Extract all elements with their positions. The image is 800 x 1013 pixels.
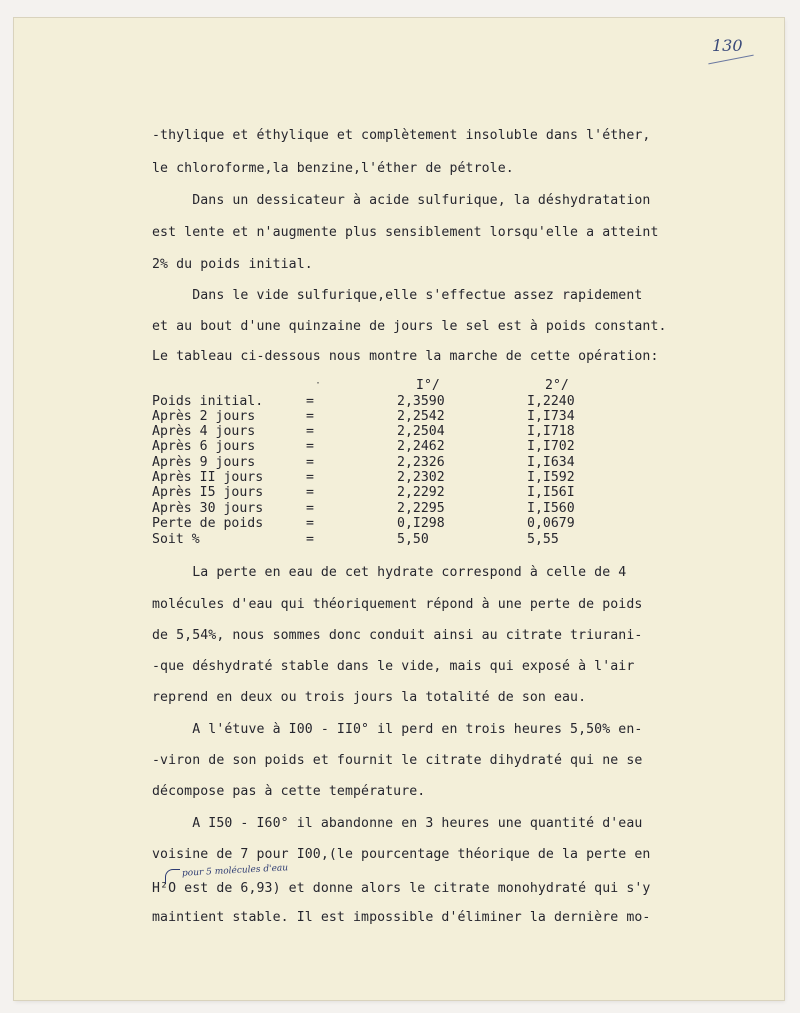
row-sign: = — [306, 516, 314, 531]
row-value-2: I,I592 — [527, 470, 575, 485]
row-label: Poids initial. — [152, 394, 264, 409]
row-value-1: 2,2504 — [397, 424, 445, 439]
row-label: Après 6 jours — [152, 439, 256, 454]
row-label: Après 4 jours — [152, 424, 256, 439]
stray-mark: · — [315, 378, 322, 389]
row-value-2: 0,0679 — [527, 516, 575, 531]
row-sign: = — [306, 409, 314, 424]
text-line: -thylique et éthylique et complètement insoluble dans l'éther, — [152, 128, 651, 143]
text-line: molécules d'eau qui théoriquement répond à une perte de poids — [152, 597, 643, 612]
row-label: Après II jours — [152, 470, 264, 485]
text-line: La perte en eau de cet hydrate correspond à celle de 4 — [152, 565, 627, 580]
text-line: -viron de son poids et fournit le citrate dihydraté qui ne se — [152, 753, 643, 768]
text-line: -que déshydraté stable dans le vide, mais qui exposé à l'air — [152, 659, 635, 674]
text-line: décompose pas à cette température. — [152, 784, 426, 799]
handwritten-annotation: pour 5 molécules d'eau — [181, 863, 289, 879]
table-row — [152, 501, 612, 517]
text-line: maintient stable. Il est impossible d'éliminer la dernière mo- — [152, 910, 651, 925]
row-label: Après 9 jours — [152, 455, 256, 470]
text-line: Dans le vide sulfurique,elle s'effectue assez rapidement — [152, 288, 643, 303]
row-value-1: 2,2542 — [397, 409, 445, 424]
table-row — [152, 409, 612, 425]
row-label: Après I5 jours — [152, 485, 264, 500]
row-value-2: I,I56I — [527, 485, 575, 500]
row-sign: = — [306, 439, 314, 454]
table-row — [152, 394, 612, 410]
table-col1-header: I°/ — [416, 378, 440, 393]
row-value-2: I,I560 — [527, 501, 575, 516]
row-sign: = — [306, 470, 314, 485]
text-line: voisine de 7 pour I00,(le pourcentage théorique de la perte en — [152, 847, 651, 862]
text-line: reprend en deux ou trois jours la totalité de son eau. — [152, 690, 587, 705]
row-label: Après 2 jours — [152, 409, 256, 424]
text-line: et au bout d'une quinzaine de jours le sel est à poids constant. — [152, 319, 667, 334]
text-line: est lente et n'augmente plus sensiblement lorsqu'elle a atteint — [152, 225, 659, 240]
row-value-1: 2,2292 — [397, 485, 445, 500]
text-line: A l'étuve à I00 - II0° il perd en trois heures 5,50% en- — [152, 722, 643, 737]
text-line: 2% du poids initial. — [152, 257, 313, 272]
table-row — [152, 455, 612, 471]
row-label: Perte de poids — [152, 516, 264, 531]
row-value-2: I,I734 — [527, 409, 575, 424]
row-label: Soit % — [152, 532, 200, 547]
row-value-2: I,2240 — [527, 394, 575, 409]
row-value-1: 2,2462 — [397, 439, 445, 454]
row-label: Après 30 jours — [152, 501, 264, 516]
row-value-2: 5,55 — [527, 532, 559, 547]
row-value-1: 2,2326 — [397, 455, 445, 470]
row-sign: = — [306, 501, 314, 516]
row-sign: = — [306, 485, 314, 500]
row-sign: = — [306, 394, 314, 409]
row-sign: = — [306, 424, 314, 439]
row-value-1: 2,2302 — [397, 470, 445, 485]
row-value-2: I,I702 — [527, 439, 575, 454]
table-row — [152, 470, 612, 486]
text-line: le chloroforme,la benzine,l'éther de pétrole. — [152, 161, 514, 176]
row-value-2: I,I634 — [527, 455, 575, 470]
table-row — [152, 424, 612, 440]
row-value-1: 5,50 — [397, 532, 429, 547]
table-row — [152, 439, 612, 455]
row-sign: = — [306, 455, 314, 470]
text-line: de 5,54%, nous sommes donc conduit ainsi au citrate triurani- — [152, 628, 643, 643]
row-value-1: 0,I298 — [397, 516, 445, 531]
row-value-1: 2,3590 — [397, 394, 445, 409]
text-line: H²O est de 6,93) et donne alors le citrate monohydraté qui s'y — [152, 881, 651, 896]
text-line: Dans un dessicateur à acide sulfurique, la déshydratation — [152, 193, 651, 208]
table-col2-header: 2°/ — [545, 378, 569, 393]
table-row — [152, 516, 612, 532]
row-sign: = — [306, 532, 314, 547]
table-row — [152, 485, 612, 501]
row-value-1: 2,2295 — [397, 501, 445, 516]
table-row — [152, 532, 612, 548]
row-value-2: I,I718 — [527, 424, 575, 439]
page-number: 130 — [712, 36, 743, 55]
text-line: Le tableau ci-dessous nous montre la marche de cette opération: — [152, 349, 659, 364]
text-line: A I50 - I60° il abandonne en 3 heures une quantité d'eau — [152, 816, 643, 831]
